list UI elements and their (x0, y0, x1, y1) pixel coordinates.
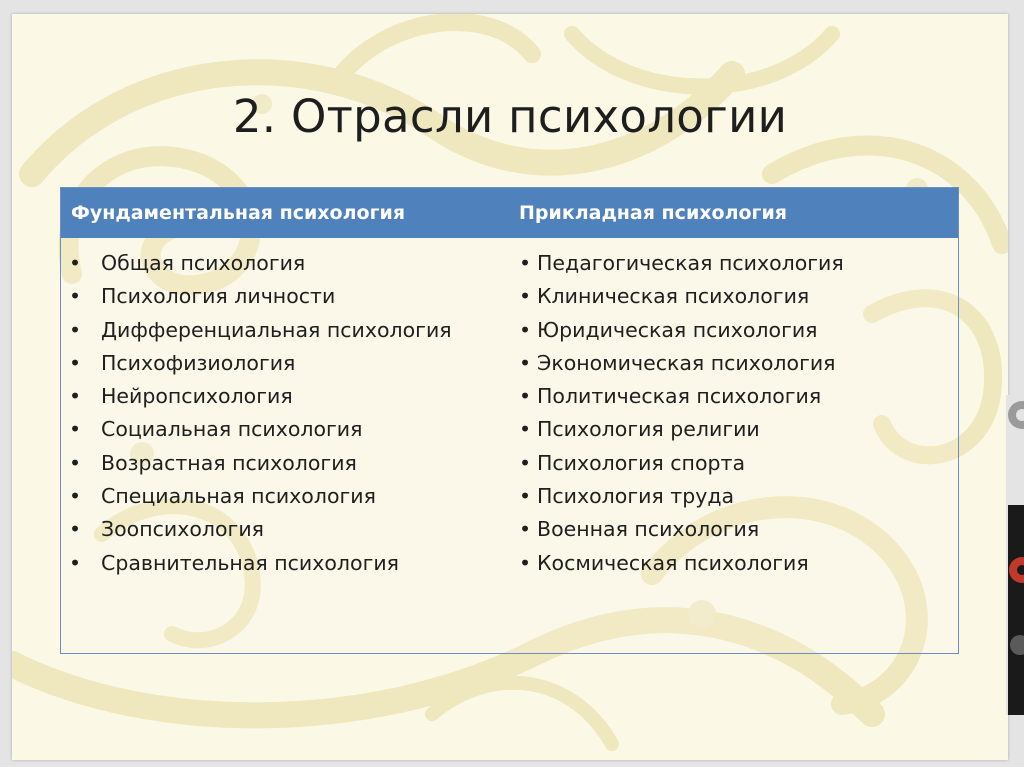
bullet-icon: • (519, 517, 532, 542)
bullet-icon: • (69, 450, 82, 475)
table-body (61, 238, 958, 580)
header-applied: Прикладная психология (519, 202, 787, 224)
bullet-icon: • (69, 417, 82, 442)
list-item: • Космическая психология (519, 547, 958, 580)
bullet-icon: • (69, 251, 82, 275)
list-item: • Психология религии (519, 413, 958, 446)
bullet-icon: • (519, 484, 532, 509)
applied-list (519, 247, 958, 580)
table-header (61, 188, 958, 238)
list-item: • Юридическая психология (519, 314, 958, 347)
bullet-icon: • (519, 251, 532, 275)
slide (12, 14, 1008, 760)
bullet-icon: • (69, 350, 82, 375)
bullet-icon: • (519, 450, 532, 475)
bullet-icon: • (69, 484, 82, 509)
list-item: • Возрастная психология (69, 447, 517, 480)
list-item: • Психология труда (519, 480, 958, 513)
bullet-icon: • (519, 350, 532, 375)
bullet-icon: • (519, 317, 532, 342)
slide-title: 2. Отрасли психологии (232, 90, 788, 143)
bullet-icon: • (69, 550, 82, 575)
list-item: • Общая психология (69, 247, 517, 280)
applied-column (517, 247, 958, 580)
header-fundamental: Фундаментальная психология (71, 202, 406, 224)
bullet-icon: • (519, 284, 532, 309)
list-item: • Социальная психология (69, 413, 517, 446)
bullet-icon: • (519, 417, 532, 442)
list-item: • Психология личности (69, 280, 517, 313)
list-item: • Военная психология (519, 513, 958, 546)
gear-icon (1006, 395, 1024, 715)
list-item: • Зоопсихология (69, 513, 517, 546)
list-item: • Психофизиология (69, 347, 517, 380)
fundamental-column (61, 247, 517, 580)
list-item: • Клиническая психология (519, 280, 958, 313)
bullet-icon: • (519, 384, 532, 409)
list-item: • Политическая психология (519, 380, 958, 413)
branches-table (60, 187, 959, 654)
list-item: • Дифференциальная психология (69, 314, 517, 347)
list-item: • Педагогическая психология (519, 247, 958, 280)
bullet-icon: • (69, 317, 82, 342)
list-item: • Нейропсихология (69, 380, 517, 413)
list-item: • Специальная психология (69, 480, 517, 513)
bullet-icon: • (69, 517, 82, 542)
bullet-icon: • (69, 384, 82, 409)
list-item: • Психология спорта (519, 447, 958, 480)
list-item: • Сравнительная психология (69, 547, 517, 580)
bullet-icon: • (69, 284, 82, 309)
list-item: • Экономическая психология (519, 347, 958, 380)
bullet-icon: • (519, 550, 532, 575)
fundamental-list (69, 247, 517, 580)
